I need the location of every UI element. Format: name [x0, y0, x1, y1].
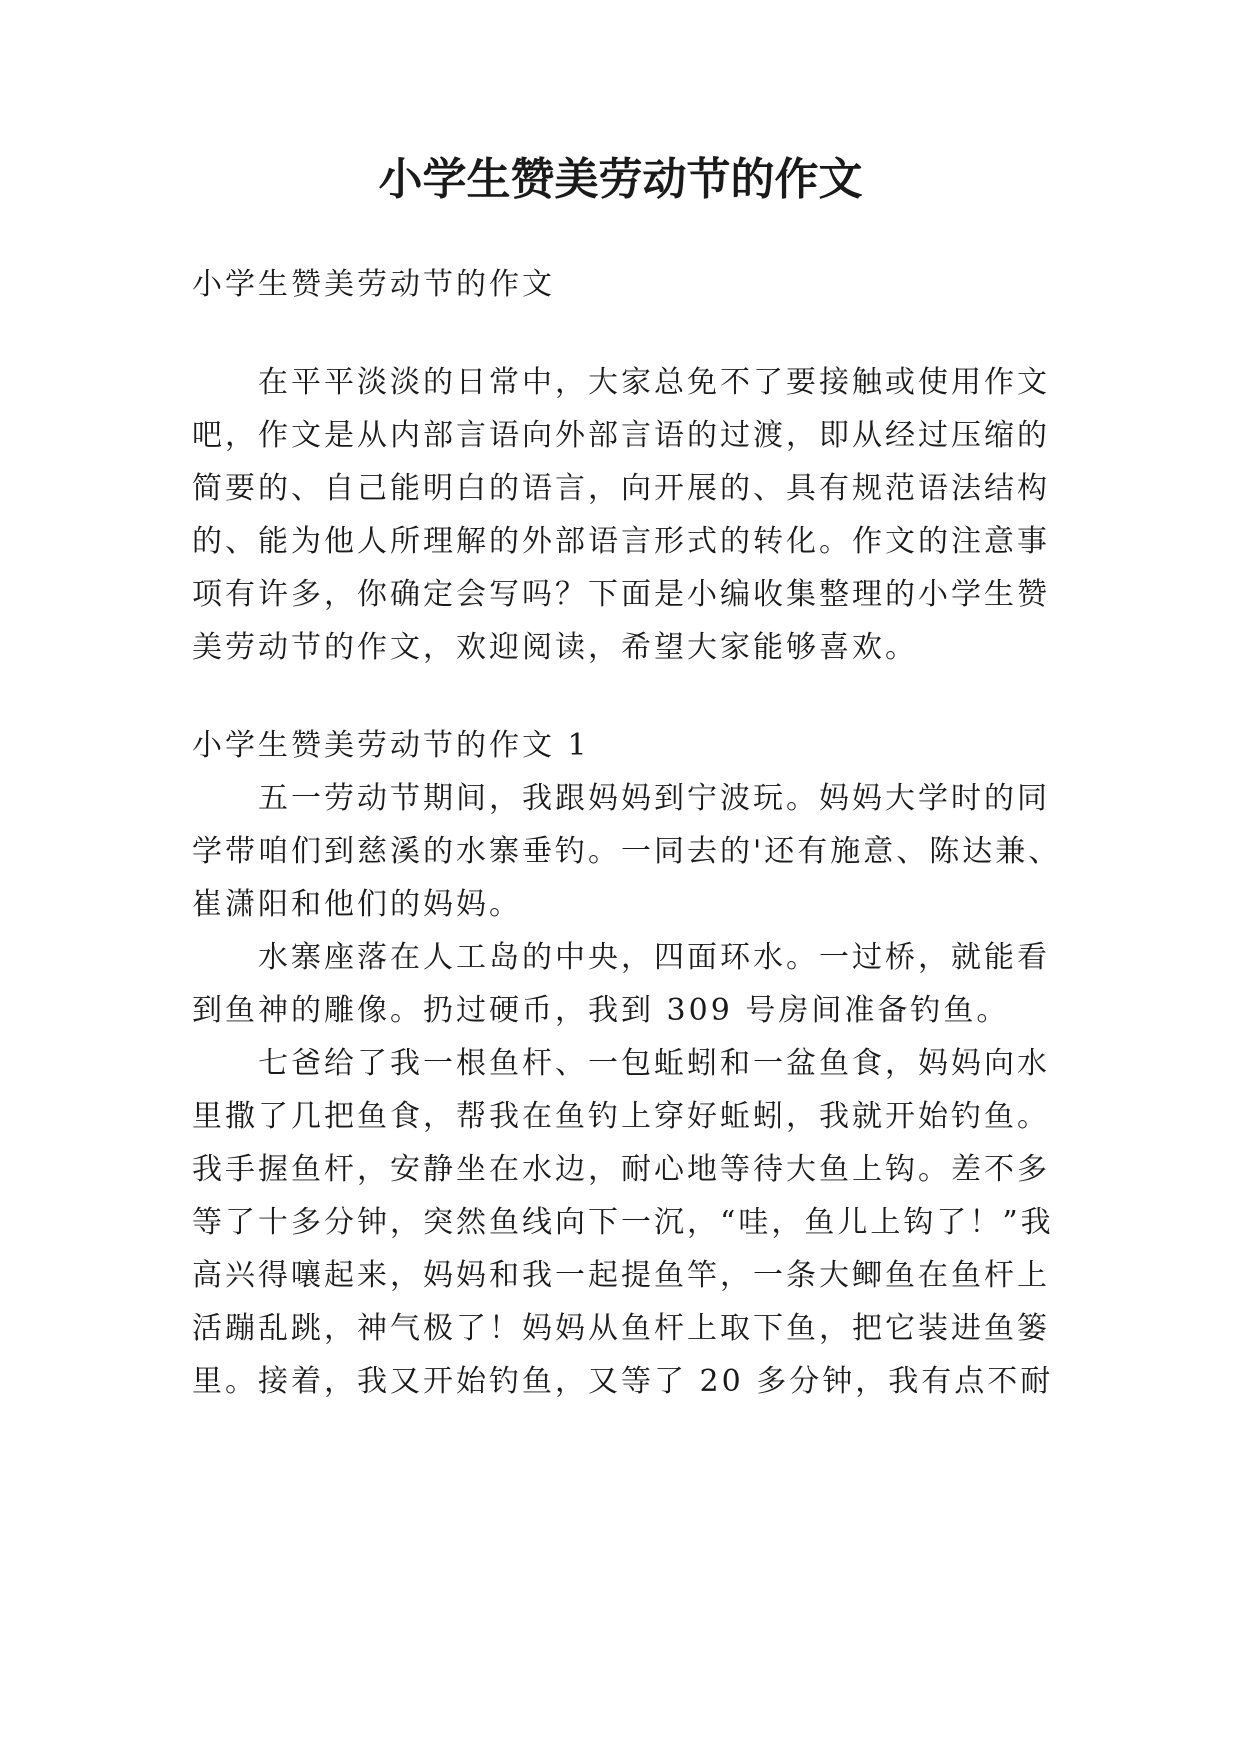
paragraph-line: 活蹦乱跳，神气极了！妈妈从鱼杆上取下鱼，把它装进鱼篓 [192, 1311, 1050, 1346]
document-title: 小学生赞美劳动节的作文 [378, 154, 863, 205]
intro-line: 简要的、自己能明白的语言，向开展的、具有规范语法结构 [192, 471, 1050, 506]
paragraph-line: 学带咱们到慈溪的水寨垂钓。一同去的'还有施意、陈达兼、 [192, 834, 1062, 869]
intro-line: 在平平淡淡的日常中，大家总免不了要接触或使用作文 [192, 365, 1050, 400]
intro-line: 项有许多，你确定会写吗？下面是小编收集整理的小学生赞 [192, 577, 1050, 612]
paragraph-line: 里。接着，我又开始钓鱼，又等了 20 多分钟，我有点不耐 [192, 1364, 1054, 1399]
paragraph-line: 等了十多分钟，突然鱼线向下一沉，“哇，鱼儿上钩了！”我 [192, 1205, 1054, 1240]
paragraph-line: 五一劳动节期间，我跟妈妈到宁波玩。妈妈大学时的同 [192, 781, 1050, 816]
section-heading: 小学生赞美劳动节的作文 1 [192, 728, 590, 763]
paragraph-line: 高兴得嚷起来，妈妈和我一起提鱼竿，一条大鲫鱼在鱼杆上 [192, 1258, 1050, 1293]
intro-line: 吧，作文是从内部言语向外部言语的过渡，即从经过压缩的 [192, 418, 1050, 453]
document-subtitle: 小学生赞美劳动节的作文 [192, 267, 555, 302]
intro-line: 的、能为他人所理解的外部语言形式的转化。作文的注意事 [192, 524, 1050, 559]
paragraph-line: 崔潇阳和他们的妈妈。 [192, 887, 522, 922]
paragraph-line: 水寨座落在人工岛的中央，四面环水。一过桥，就能看 [192, 940, 1050, 975]
paragraph-line: 到鱼神的雕像。扔过硬币，我到 309 号房间准备钓鱼。 [192, 993, 1010, 1028]
paragraph-line: 我手握鱼杆，安静坐在水边，耐心地等待大鱼上钩。差不多 [192, 1152, 1050, 1187]
paragraph-line: 里撒了几把鱼食，帮我在鱼钓上穿好蚯蚓，我就开始钓鱼。 [192, 1099, 1050, 1134]
paragraph-line: 七爸给了我一根鱼杆、一包蚯蚓和一盆鱼食，妈妈向水 [192, 1046, 1050, 1081]
intro-line: 美劳动节的作文，欢迎阅读，希望大家能够喜欢。 [192, 630, 918, 665]
